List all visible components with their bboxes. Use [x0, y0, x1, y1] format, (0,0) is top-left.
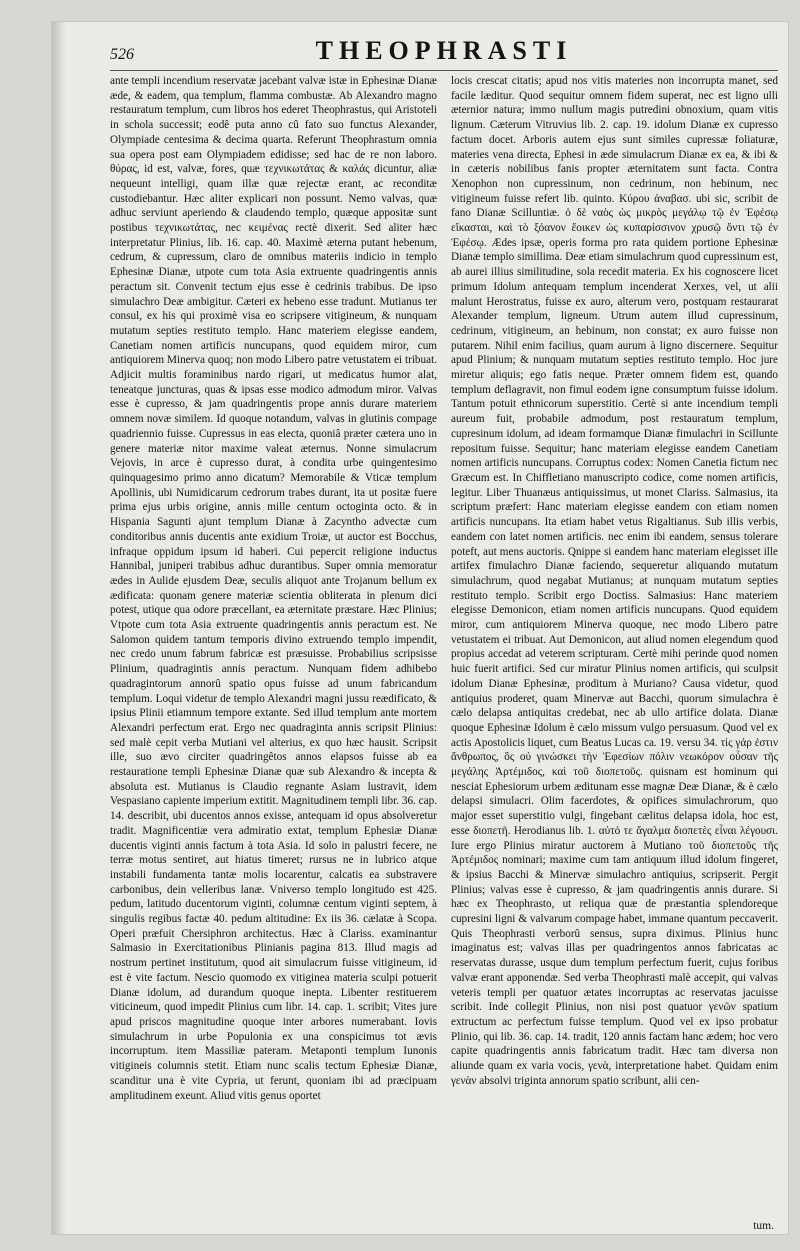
running-head: THEOPHRASTI: [315, 36, 573, 65]
page-header: [110, 36, 778, 70]
gutter-shadow: [52, 22, 66, 1234]
catchword: tum.: [753, 1220, 774, 1232]
book-page: [52, 22, 788, 1234]
left-column-text: ante templi incendium reservatæ jacebant valvæ istæ in Ephesinæ Dianæ æde, & eadem, qua templum, flamma combustæ. Ab Alexandro magno restauratum templum, cum libros hos ederet Theophrastus, qui Aristoteli in schola successit; eodê puta anno cû fato suo functus Alexander, Olympiade centesima & decima quarta. Referunt Theophrastum omnia sua opera post eam Olympiadem edidisse; sed hac de re non laboro. θύρας, id est, valvæ, fores, quæ τεχνικωτάτας & καλάς dicuntur, aliæ nequeunt intelligi, quam illæ quæ rejectæ erant, ac reconditæ custodiebantur. Hæc aliter explicari non possunt. Nemo valvas, quæ adhuc serviunt aperiendo & claudendo templo, quæque appositæ sunt postibus τεχνικωτάτας, nec κειμένας rectè dixerit. Sed aliter hæc interpretatur Plinius, lib. 16. cap. 40. Maximè æterna putant hebenum, cedrum, & cupressum, claro de omnibus materiis indicio in templo Ephesinæ Dianæ, utpote cum tota Asia extruente quadringentis annis peractum sit. Convenit tectum ejus esse è cedrinis trabibus. De ipso simulachro Deæ ambigitur. Cæteri ex hebeno esse tradunt. Mutianus ter consul, ex his qui proximè visa eo scripsere vitigineum, & nunquam mutatum septies restituto templo. Hanc materiem elegisse eandem, Canetiam nomen artificis nuncupans, quod equidem miror, cum antiquiorem Minerva quoq; non modo Libero patre vetustatem ei tribuat. Adjicit multis foraminibus nardo rigari, ut medicatus humor alat, teneatque juncturas, quas & ipsas esse modico admodum miror. Valvas esse è cupresso, & jam quadringentis prope annis durare materiem omnem novæ similem. Id quoque notandum, valvas in glutinis compage quadriennio fuisse. Cupressus in eas electa, quoniâ præter cætera uno in genere materiæ nitor maxime valeat æternus. Nonne simulacrum Vejovis, in arce è cupresso durat, à condita urbe quingentesimo quinquagesimo primo anno dicatum? Memorabile & Vticæ templum Apollinis, ubi Numidicarum cedrorum trabes durant, ita ut positæ fuere prima ejus urbis origine, annis mille centum octoginta octo. & in Hispania Sagunti ajunt templum Dianæ à Zacyntho advectæ cum conditoribus annis ducentis ante exidium Troiæ, ut auctor est Bocchus, infraque oppidum ipsum id haberi. Cui pepercit religione inductus Hannibal, juniperi trabibus adhuc durantibus. Super omnia memoratur ædes in Aulide ejusdem Deæ, seculis aliquot ante Trojanum bellum ex ædificata: quonam genere materiæ scientia obliterata in plenum dici potest, utique qua odore præcellant, ea æternitate præstare. Hæc Plinius; Vtpote cum tota Asia extruente quadringentis annis peractum est. Ne Salomon quidem tantum temporis divino extruendo templo impendit, nec credo unum fabrum fabricæ est præsuisse. Probabilius scripsisse Plinium, quadragintis annis peractum. Nunquam fidem adhibebo quadragintorum annorû spatio opus fuisse ad unum fabricandum templum. Loqui videtur de templo Alexandri magni jussu reædificato, & ipsius Plinii etiamnum tempore extante. Sed illud templum ante mortem Alexandri perfectum erat. Ergo nec quadraginta annis scripsit Plinius: sed malè cepit verba Mutiani vel alterius, ex quo hæc hausit. Scripsit ille, suo ævo circiter quadringêtos annos elapsos fuisse ab ea restauratione templi Ephesinæ Dianæ quæ sub Alexandro & incepta & absoluta est. Mutianus is Claudio regnante Asiam lustravit, idem Vespasiano capiente imperium extitit. Magnitudinem templi libr. 36. cap. 14. describit, ubi ducentos annos exisse, antequam id opus absolveretur tradit. Magnificentiæ vera admiratio extat, templum Ephesiæ Dianæ ducentis viginti annis factum à tota Asia. Id solo in palustri fecere, ne terræ motus sentiret, aut hiatus timeret; rursus ne in lubrico atque instabili fundamenta tantæ molis locarentur, calcatis ea substravere carbonibus, dein velleribus lanæ. Vniverso templo longitudo est 425. pedum, latitudo ducentorum viginti, columnæ centum viginti septem, à singulis regibus factæ 40. pedum altitudine: Ex iis 36. cælatæ à Scopa. Operi præfuit Chersiphron architectus. Hæc à Clariss. examinantur Salmasio in Exercitationibus Plinianis pagina 813. Illud magis ad nostrum pertinet institutum, quod ait simulacrum fuisse vitigineum, id est è vite factum. Nescio quomodo ex vitiginea materia sculpi potuerit Dianæ idolum, ad durandum quoque inepta. Libenter restituerem viticineum, quod impedit Plinius cum libr. 14. cap. 1. scribit; Vites jure apud priscos magnitudine quoque inter arbores numerabant. Iovis simulachrum in urbe Populonia ex una conspicimus tot ævis incorruptum. item Massiliæ pateram. Metaponti templum Iunonis vitigineis columnis stetit. Etiam nunc scalis tectum Ephesiæ Dianæ, scanditur una è vite Cypria, ut ferunt, quoniam ibi ad præcipuam amplitudinem exeunt. Aliud vitis genus oportet: [110, 75, 437, 1102]
header-rule: [110, 70, 778, 71]
text-columns: [110, 74, 778, 1220]
left-column: [110, 74, 437, 1220]
page-number: 526: [110, 46, 134, 63]
right-column: [451, 74, 778, 1220]
right-column-text: locis crescat citatis; apud nos vitis materies non incorrupta manet, sed facile læditur. Quod sequitur omnem fidem superat, nec est ligno ulli æternior natura; immo nullum magis putredini obnoxium, quam vitis lignum. Cæterum Vitruvius lib. 2. cap. 19. idolum Dianæ ex cupresso factum docet. Arboris autem ejus sunt similes cupressæ foliaturæ, materies vena directa, Ephesi in æde simulacrum Dianæ ex ea, & ibi & in cæteris nobilibus fanis propter æternitatem sunt facta. Contra Xenophon non cupressinum, non cedrinum, non hebinum, nec vitigineum fuisse refert lib. quinto. Κύρου ἀναβασ. ubi sic, scribit de fano Dianæ Scilluntiæ. ὁ δὲ ναὸς ὡς μικρὸς μεγάλῳ τῷ ἐν Ἐφέσῳ εἴκασται, καὶ τὸ ξόανον ἔοικεν ὡς κυπαρίσσινον χρυσῷ ὄντι τῷ ἐν Ἐφέσῳ. Ædes ipsæ, operis forma pro rata quidem portione Ephesinæ Dianæ templo simillima. Deæ etiam simulachrum quod cupressinum est, ab aurei illius similitudine, sola recedit materia. Ex his cognoscere licet primum Idolum antequam templum incenderat Xerxes, vel, ut alii malunt Herostratus, fuisse ex auro, alterum vero, postquam restaurarat Alexander templum, ligneum. Utrum autem illud cupressinum, cedrinum, vitigineum, an hebinum, non constat; ex auro fuisse non putarem. Nihil enim facilius, quam aurum à ligno discernere. Sequitur apud Plinium; & nunquam mutatum septies restituto templo. Hoc jure miretur aliquis; ego fatis neque. Præter omnem fidem est, quando templum deflagravit, non fimul eodem igne consumptum fuisse idolum. Tantum potuit ethnicorum superstitio. Certè si ante incendium templi aureum fuit, probabile admodum, post restauratum templum, cupresinum idolum, ad ideam formamque Dianæ fimulachri in Scillunte repositum fuisse. Sequitur; hanc materiam elegisse eandem Canetiam nomen artificis nuncupans. Corruptus codex: Nomen Canetia fictum nec Græcum est. In Chiffletiano manuscripto codice, come nomen artificis, legitur. Liber Thuanæus antiquissimus, ut monet Clariss. Salmasius, ita scriptum præfert: Hanc materiam elegisse eandem con etiam nomen artificis nuncupans. Ita etiam habet vetus Rigaltianus. Sub illis verbis, eandem con latet nomen artificis. nec enim ibi eandem, sensus tolerare poteft, aut mens auctoris. Qnippe si eandem hanc materiam elegisset ille artifex fimulachro Dianæ faciendo, sequeretur aliquando mutatum simulachrum, quod negabat Mutianus; at nunquam mutatum septies restituto templo. Scribit ergo Doctiss. Salmasius: Hanc materiem elegisse Demonicon, etiam nomen artificis nuncupans. Quod equidem miror, cum antiquiorem Minerva quoque, nec modo Libero patre vetustatem ei tribuat. Aut Demonicon, aut aliud nomen elegendum quod propius accedat ad veterem scripturam. Certè mihi perinde quod nomen huic fuerit artifici. Sed cur miratur Plinius nomen artificis, qui sculpsit idolum Dianæ Ephesinæ, proditum à Muriano? Causa videtur, quod antiquius proderet, quam Minervæ aut Bacchi, quorum simulachra è cælo delapsa antiquitas credebat, nec ab ullo artifice dolata. Dianæ quoque Ephesinæ Idolum è cælo missum vulgo persuasum. Quod vel ex actis Apostolicis liquet, cum Beatus Lucas ca. 19. versu 34. τίς γάρ ἐστιν ἄνθρωπος, ὃς οὐ γινώσκει τὴν Ἐφεσίων πόλιν νεωκόρον οὖσαν τῆς μεγάλης Ἀρτέμιδος, καὶ τοῦ διοπετοῦς. quisnam est hominum qui nesciat Ephesiorum urbem æditunam esse magnæ Deæ Dianæ, & è cælo delapsi simulacri. Olim facerdotes, & opifices simulachrorum, quo major esset superstitio vulgi, fingebant cælitus delapsa idola, hoc est, esse διοπετῆ. Herodianus lib. 1. αὐτό τε ἄγαλμα διοπετὲς εἶναι λέγουσι. Iure ergo Plinius miratur auctorem à Mutiano τοῦ διοπετοῦς τῆς Ἀρτέμιδος nominari; maxime cum tam antiquum illud idolum fingeret, & ipsius Bacchi & Minervæ simulachro antiquius, scripserit. Pergit Plinius; valvas esse è cupresso, & jam quadringentis annis durare. Si hæc ex Theophrasto, ut reliqua quæ de præstantia splendoreque cupresini ligni & valvarum compage habet, immane quantum peccaverit. Quis Theophrasti verborû sensus, supra diximus. Plinius hunc imaginatus est; valvas illas per quadringentos annos fabricatas ac reservatas durasse, usque dum templum perfectum fuerit, cujus foribus valvæ erant apponendæ. Sed verba Theophrasti malè accepit, qui valvas veteris templi per quatuor ætates incorruptas ac reservatas jacuisse scribit. Inde collegit Plinius, non nisi post quatuor γενῶν spatium extructum ac perfectum fuisse templum. Quod vel ex ipso probatur Plinio, qui lib. 36. cap. 14. tradit, 120 annis factam hanc ædem; hoc vero capite quadringentis annis fabricatum tradit. Hæc tam diversa non aliunde quam ex varia vocis, γενὰ, interpretatione habet. Quidam enim γενὰν absolvi triginta annorum spatio scribunt, alii cen-: [451, 75, 778, 1087]
